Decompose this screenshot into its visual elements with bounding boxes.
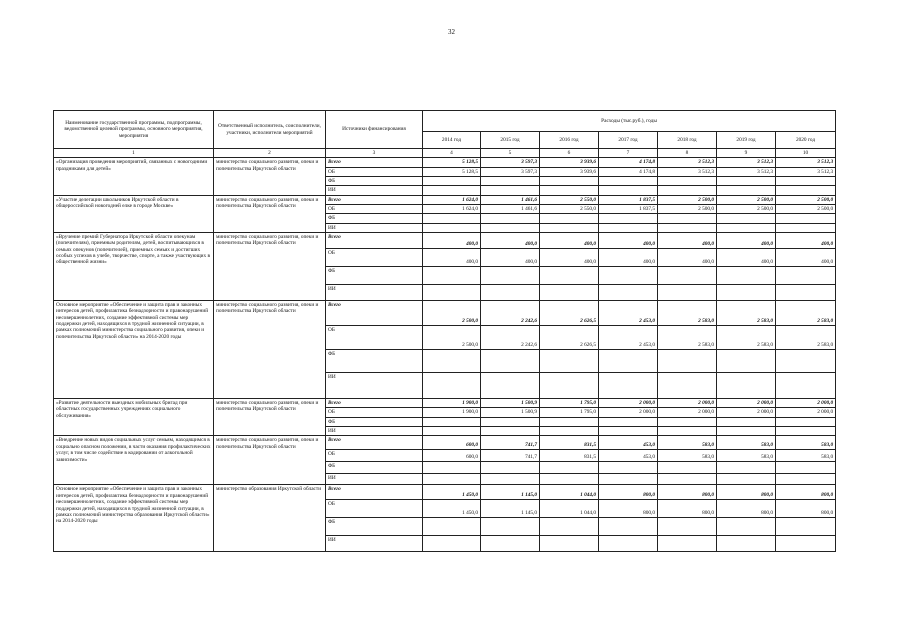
amount-cell xyxy=(423,214,481,223)
amount-cell xyxy=(717,536,776,552)
amount-cell: 2 500,0 xyxy=(423,301,481,326)
amount-cell: 3 512,3 xyxy=(776,167,836,176)
amount-cell: 2 583,0 xyxy=(658,326,717,350)
funding-source: ОБ xyxy=(326,500,423,518)
funding-source: Всего xyxy=(326,158,423,167)
amount-cell xyxy=(599,373,658,399)
amount-cell: 400,0 xyxy=(658,233,717,249)
amount-cell: 1 145,0 xyxy=(481,500,540,518)
amount-cell xyxy=(540,462,599,474)
amount-cell: 2 583,0 xyxy=(776,301,836,326)
amount-cell: 1 837,5 xyxy=(599,205,658,214)
amount-cell xyxy=(599,427,658,436)
amount-cell: 2 000,0 xyxy=(658,399,717,408)
column-index: 1 xyxy=(54,149,214,158)
amount-cell xyxy=(776,285,836,301)
amount-cell: 2 583,0 xyxy=(717,301,776,326)
funding-source: ИИ xyxy=(326,474,423,485)
amount-cell: 5 128,5 xyxy=(423,158,481,167)
amount-cell: 800,0 xyxy=(599,485,658,500)
amount-cell xyxy=(540,223,599,232)
amount-cell xyxy=(776,462,836,474)
measure-name: «Участие делегации школьников Иркутской области в общероссийской новогодней елке в городе Москве» xyxy=(54,195,214,232)
amount-cell xyxy=(540,427,599,436)
amount-cell xyxy=(658,417,717,426)
amount-cell: 2 000,0 xyxy=(717,399,776,408)
amount-cell: 2 583,0 xyxy=(776,326,836,350)
amount-cell xyxy=(481,350,540,373)
year-header: 2020 год xyxy=(776,132,836,149)
year-header: 2017 год xyxy=(599,132,658,149)
amount-cell: 583,0 xyxy=(776,436,836,450)
amount-cell: 3 512,3 xyxy=(717,167,776,176)
funding-source: ИИ xyxy=(326,186,423,195)
amount-cell: 3 512,3 xyxy=(776,158,836,167)
header-row-1 xyxy=(54,111,836,132)
amount-cell: 1 461,6 xyxy=(481,195,540,204)
amount-cell xyxy=(776,518,836,536)
amount-cell xyxy=(481,285,540,301)
funding-source: ОБ xyxy=(326,249,423,267)
amount-cell xyxy=(658,186,717,195)
amount-cell: 2 626,5 xyxy=(540,301,599,326)
amount-cell: 400,0 xyxy=(599,249,658,267)
amount-cell: 800,0 xyxy=(717,500,776,518)
amount-cell xyxy=(423,186,481,195)
amount-cell xyxy=(658,223,717,232)
measure-name: «Вручение премий Губернатора Иркутской области опекунам (попечителям), приемным родителям, детей, воспитывающихся в семьях опекунов (попечителей), приемных семьях и достигших особых успехов в учебе, творчестве, спорте, а также участвующих в общественной жизни» xyxy=(54,233,214,301)
amount-cell: 453,0 xyxy=(599,450,658,462)
amount-cell: 4 174,8 xyxy=(599,167,658,176)
amount-cell: 800,0 xyxy=(599,500,658,518)
table-row xyxy=(54,158,836,167)
amount-cell xyxy=(658,267,717,285)
amount-cell: 3 512,3 xyxy=(658,167,717,176)
amount-cell: 1 044,0 xyxy=(540,485,599,500)
amount-cell xyxy=(481,462,540,474)
amount-cell xyxy=(658,177,717,186)
amount-cell: 2 500,0 xyxy=(658,205,717,214)
amount-cell: 2 000,0 xyxy=(776,399,836,408)
funding-source: Всего xyxy=(326,301,423,326)
funding-source: ФБ xyxy=(326,214,423,223)
amount-cell xyxy=(599,518,658,536)
amount-cell xyxy=(540,214,599,223)
amount-cell xyxy=(423,177,481,186)
amount-cell: 3 512,3 xyxy=(717,158,776,167)
funding-source: ОБ xyxy=(326,326,423,350)
amount-cell xyxy=(599,177,658,186)
funding-source: Всего xyxy=(326,436,423,450)
column-index: 7 xyxy=(599,149,658,158)
amount-cell xyxy=(717,214,776,223)
amount-cell: 831,5 xyxy=(540,450,599,462)
amount-cell xyxy=(717,427,776,436)
amount-cell: 400,0 xyxy=(423,233,481,249)
amount-cell xyxy=(423,267,481,285)
funding-source: ИИ xyxy=(326,536,423,552)
amount-cell xyxy=(776,267,836,285)
amount-cell xyxy=(481,474,540,485)
column-index: 5 xyxy=(481,149,540,158)
amount-cell: 800,0 xyxy=(658,500,717,518)
table-row xyxy=(54,301,836,326)
executor-name: министерство социального развития, опеки и попечительства Иркутской области xyxy=(214,436,326,485)
table-row xyxy=(54,399,836,408)
measure-name: Основное мероприятие «Обеспечение и защита прав и законных интересов детей, профилактика безнадзорности и правонарушений несовершеннолетних, создание эффективной системы мер поддержки детей, находящихся в трудной жизненной ситуации, в рамках полномочий министерства образования Иркутской области» на 2014-2020 годы xyxy=(54,485,214,552)
amount-cell xyxy=(717,417,776,426)
amount-cell xyxy=(599,474,658,485)
amount-cell xyxy=(481,536,540,552)
amount-cell: 1 145,0 xyxy=(481,485,540,500)
amount-cell: 583,0 xyxy=(717,436,776,450)
amount-cell xyxy=(540,285,599,301)
amount-cell xyxy=(599,350,658,373)
column-index: 8 xyxy=(658,149,717,158)
amount-cell: 2 550,0 xyxy=(540,195,599,204)
amount-cell: 400,0 xyxy=(717,249,776,267)
amount-cell xyxy=(717,186,776,195)
amount-cell xyxy=(423,373,481,399)
col-source-header: Источники финансирования xyxy=(326,111,423,149)
measure-name: «Организация проведения мероприятий, связанных с новогодними праздниками для детей» xyxy=(54,158,214,195)
year-header: 2019 год xyxy=(717,132,776,149)
amount-cell xyxy=(658,536,717,552)
expenses-table xyxy=(53,110,836,552)
amount-cell: 400,0 xyxy=(423,249,481,267)
amount-cell: 583,0 xyxy=(776,450,836,462)
col-expenses-header: Расходы (тыс.руб.), годы xyxy=(423,111,836,132)
amount-cell xyxy=(658,427,717,436)
table-row xyxy=(54,195,836,204)
amount-cell: 400,0 xyxy=(540,249,599,267)
amount-cell xyxy=(776,186,836,195)
amount-cell: 2 000,0 xyxy=(776,408,836,417)
amount-cell xyxy=(599,214,658,223)
amount-cell: 741,7 xyxy=(481,436,540,450)
year-header: 2018 год xyxy=(658,132,717,149)
amount-cell xyxy=(540,536,599,552)
amount-cell: 453,0 xyxy=(599,436,658,450)
amount-cell: 400,0 xyxy=(717,233,776,249)
amount-cell: 831,5 xyxy=(540,436,599,450)
header-index-row xyxy=(54,149,836,158)
executor-name: министерство социального развития, опеки и попечительства Иркутской области xyxy=(214,158,326,195)
amount-cell xyxy=(599,223,658,232)
executor-name: министерство социального развития, опеки и попечительства Иркутской области xyxy=(214,399,326,436)
amount-cell: 583,0 xyxy=(658,450,717,462)
amount-cell: 583,0 xyxy=(658,436,717,450)
amount-cell xyxy=(540,177,599,186)
funding-source: ОБ xyxy=(326,167,423,176)
column-index: 9 xyxy=(717,149,776,158)
amount-cell: 2 000,0 xyxy=(658,408,717,417)
amount-cell: 800,0 xyxy=(776,500,836,518)
amount-cell: 1 624,0 xyxy=(423,205,481,214)
amount-cell: 2 583,0 xyxy=(717,326,776,350)
column-index: 10 xyxy=(776,149,836,158)
funding-source: ФБ xyxy=(326,462,423,474)
amount-cell xyxy=(423,474,481,485)
amount-cell: 1 461,6 xyxy=(481,205,540,214)
amount-cell xyxy=(717,177,776,186)
col-name-header: Наименование государственной программы, подпрограммы, ведомственной целевой программы, основного мероприятия, мероприятия xyxy=(54,111,214,149)
measure-name: Основное мероприятие «Обеспечение и защита прав и законных интересов детей, профилактика безнадзорности и правонарушений несовершеннолетних, создание эффективной системы мер поддержки детей, находящихся в трудной жизненной ситуации, в рамках полномочий министерства социального развития, опеки и попечительства Иркутской области» на 2014-2020 годы xyxy=(54,301,214,399)
amount-cell: 800,0 xyxy=(658,485,717,500)
amount-cell: 2 550,0 xyxy=(540,205,599,214)
amount-cell xyxy=(481,417,540,426)
amount-cell: 1 837,5 xyxy=(599,195,658,204)
column-index: 3 xyxy=(326,149,423,158)
funding-source: ОБ xyxy=(326,408,423,417)
amount-cell xyxy=(658,462,717,474)
amount-cell xyxy=(599,267,658,285)
funding-source: ФБ xyxy=(326,350,423,373)
amount-cell xyxy=(423,462,481,474)
amount-cell xyxy=(658,285,717,301)
amount-cell: 400,0 xyxy=(481,233,540,249)
amount-cell: 2 626,5 xyxy=(540,326,599,350)
page-number: 32 xyxy=(448,28,455,36)
amount-cell: 400,0 xyxy=(776,233,836,249)
amount-cell: 800,0 xyxy=(717,485,776,500)
funding-source: Всего xyxy=(326,399,423,408)
amount-cell xyxy=(776,373,836,399)
amount-cell: 1 450,0 xyxy=(423,500,481,518)
amount-cell: 3 939,6 xyxy=(540,158,599,167)
table-row xyxy=(54,485,836,500)
executor-name: министерство образования Иркутской области xyxy=(214,485,326,552)
amount-cell xyxy=(423,285,481,301)
column-index: 4 xyxy=(423,149,481,158)
funding-source: Всего xyxy=(326,485,423,500)
measure-name: «Развитие деятельности выездных мобильных бригад при областных государственных учреждениях социального обслуживания» xyxy=(54,399,214,436)
amount-cell xyxy=(481,214,540,223)
amount-cell xyxy=(776,214,836,223)
amount-cell: 583,0 xyxy=(717,450,776,462)
amount-cell xyxy=(717,285,776,301)
amount-cell xyxy=(658,214,717,223)
amount-cell: 2 453,0 xyxy=(599,301,658,326)
funding-source: Всего xyxy=(326,195,423,204)
amount-cell: 1 500,9 xyxy=(481,399,540,408)
funding-source: ФБ xyxy=(326,417,423,426)
amount-cell: 1 624,0 xyxy=(423,195,481,204)
amount-cell: 2 500,0 xyxy=(776,205,836,214)
amount-cell xyxy=(540,373,599,399)
amount-cell: 1 795,0 xyxy=(540,399,599,408)
amount-cell xyxy=(481,186,540,195)
amount-cell xyxy=(717,373,776,399)
amount-cell: 400,0 xyxy=(540,233,599,249)
amount-cell: 2 500,0 xyxy=(717,195,776,204)
amount-cell xyxy=(658,518,717,536)
amount-cell xyxy=(481,373,540,399)
amount-cell xyxy=(423,536,481,552)
amount-cell: 4 174,8 xyxy=(599,158,658,167)
amount-cell xyxy=(776,177,836,186)
amount-cell: 2 242,6 xyxy=(481,326,540,350)
amount-cell xyxy=(423,518,481,536)
table-row xyxy=(54,233,836,249)
amount-cell: 1 900,0 xyxy=(423,399,481,408)
amount-cell xyxy=(776,536,836,552)
amount-cell: 400,0 xyxy=(599,233,658,249)
amount-cell: 3 597,3 xyxy=(481,167,540,176)
amount-cell xyxy=(599,536,658,552)
amount-cell xyxy=(599,462,658,474)
funding-source: Всего xyxy=(326,233,423,249)
amount-cell xyxy=(599,417,658,426)
amount-cell xyxy=(776,350,836,373)
funding-source: ФБ xyxy=(326,177,423,186)
amount-cell xyxy=(481,223,540,232)
amount-cell: 5 128,5 xyxy=(423,167,481,176)
amount-cell: 600,0 xyxy=(423,436,481,450)
amount-cell: 2 583,0 xyxy=(658,301,717,326)
executor-name: министерство социального развития, опеки и попечительства Иркутской области xyxy=(214,233,326,301)
amount-cell xyxy=(540,350,599,373)
amount-cell xyxy=(717,267,776,285)
measure-name: «Внедрение новых видов социальных услуг семьям, находящимся в социально опасном положении, в части оказания профилактических услуг, в том числе содействие в кодировании от алкогольной зависимости» xyxy=(54,436,214,485)
amount-cell: 1 900,0 xyxy=(423,408,481,417)
amount-cell: 400,0 xyxy=(776,249,836,267)
amount-cell: 2 000,0 xyxy=(599,399,658,408)
amount-cell xyxy=(540,518,599,536)
amount-cell xyxy=(717,223,776,232)
amount-cell xyxy=(540,186,599,195)
executor-name: министерство социального развития, опеки и попечительства Иркутской области xyxy=(214,301,326,399)
amount-cell xyxy=(599,186,658,195)
amount-cell xyxy=(481,177,540,186)
amount-cell xyxy=(540,267,599,285)
amount-cell: 1 044,0 xyxy=(540,500,599,518)
table-row xyxy=(54,436,836,450)
amount-cell xyxy=(423,417,481,426)
amount-cell xyxy=(540,474,599,485)
amount-cell: 2 500,0 xyxy=(776,195,836,204)
funding-source: ФБ xyxy=(326,267,423,285)
amount-cell xyxy=(717,518,776,536)
funding-source: ИИ xyxy=(326,427,423,436)
amount-cell xyxy=(776,474,836,485)
amount-cell: 800,0 xyxy=(776,485,836,500)
amount-cell xyxy=(717,462,776,474)
amount-cell xyxy=(776,223,836,232)
amount-cell xyxy=(423,427,481,436)
amount-cell xyxy=(658,474,717,485)
amount-cell: 2 500,0 xyxy=(423,326,481,350)
funding-source: ОБ xyxy=(326,205,423,214)
amount-cell xyxy=(776,417,836,426)
column-index: 2 xyxy=(214,149,326,158)
amount-cell xyxy=(540,417,599,426)
amount-cell xyxy=(423,223,481,232)
funding-source: ИИ xyxy=(326,223,423,232)
amount-cell: 2 000,0 xyxy=(717,408,776,417)
amount-cell: 3 597,3 xyxy=(481,158,540,167)
amount-cell xyxy=(423,350,481,373)
executor-name: министерство социального развития, опеки и попечительства Иркутской области xyxy=(214,195,326,232)
amount-cell: 2 500,0 xyxy=(658,195,717,204)
amount-cell: 600,0 xyxy=(423,450,481,462)
amount-cell: 400,0 xyxy=(658,249,717,267)
amount-cell xyxy=(481,267,540,285)
amount-cell: 400,0 xyxy=(481,249,540,267)
amount-cell: 1 500,9 xyxy=(481,408,540,417)
expenses-table-body xyxy=(54,158,836,552)
funding-source: ФБ xyxy=(326,518,423,536)
amount-cell xyxy=(599,285,658,301)
funding-source: ОБ xyxy=(326,450,423,462)
column-index: 6 xyxy=(540,149,599,158)
amount-cell xyxy=(776,427,836,436)
amount-cell: 2 000,0 xyxy=(599,408,658,417)
year-header: 2014 год xyxy=(423,132,481,149)
funding-source: ИИ xyxy=(326,373,423,399)
amount-cell: 1 795,0 xyxy=(540,408,599,417)
col-executor-header: Ответственный исполнитель, соисполнители, участники, исполнители мероприятий xyxy=(214,111,326,149)
amount-cell: 1 450,0 xyxy=(423,485,481,500)
amount-cell xyxy=(481,427,540,436)
amount-cell: 3 939,6 xyxy=(540,167,599,176)
amount-cell xyxy=(481,518,540,536)
year-header: 2016 год xyxy=(540,132,599,149)
year-header: 2015 год xyxy=(481,132,540,149)
amount-cell: 2 453,0 xyxy=(599,326,658,350)
amount-cell xyxy=(658,350,717,373)
amount-cell xyxy=(658,373,717,399)
funding-source: ИИ xyxy=(326,285,423,301)
amount-cell xyxy=(717,350,776,373)
amount-cell xyxy=(717,474,776,485)
amount-cell: 3 512,3 xyxy=(658,158,717,167)
amount-cell: 2 500,0 xyxy=(717,205,776,214)
amount-cell: 2 242,6 xyxy=(481,301,540,326)
amount-cell: 741,7 xyxy=(481,450,540,462)
